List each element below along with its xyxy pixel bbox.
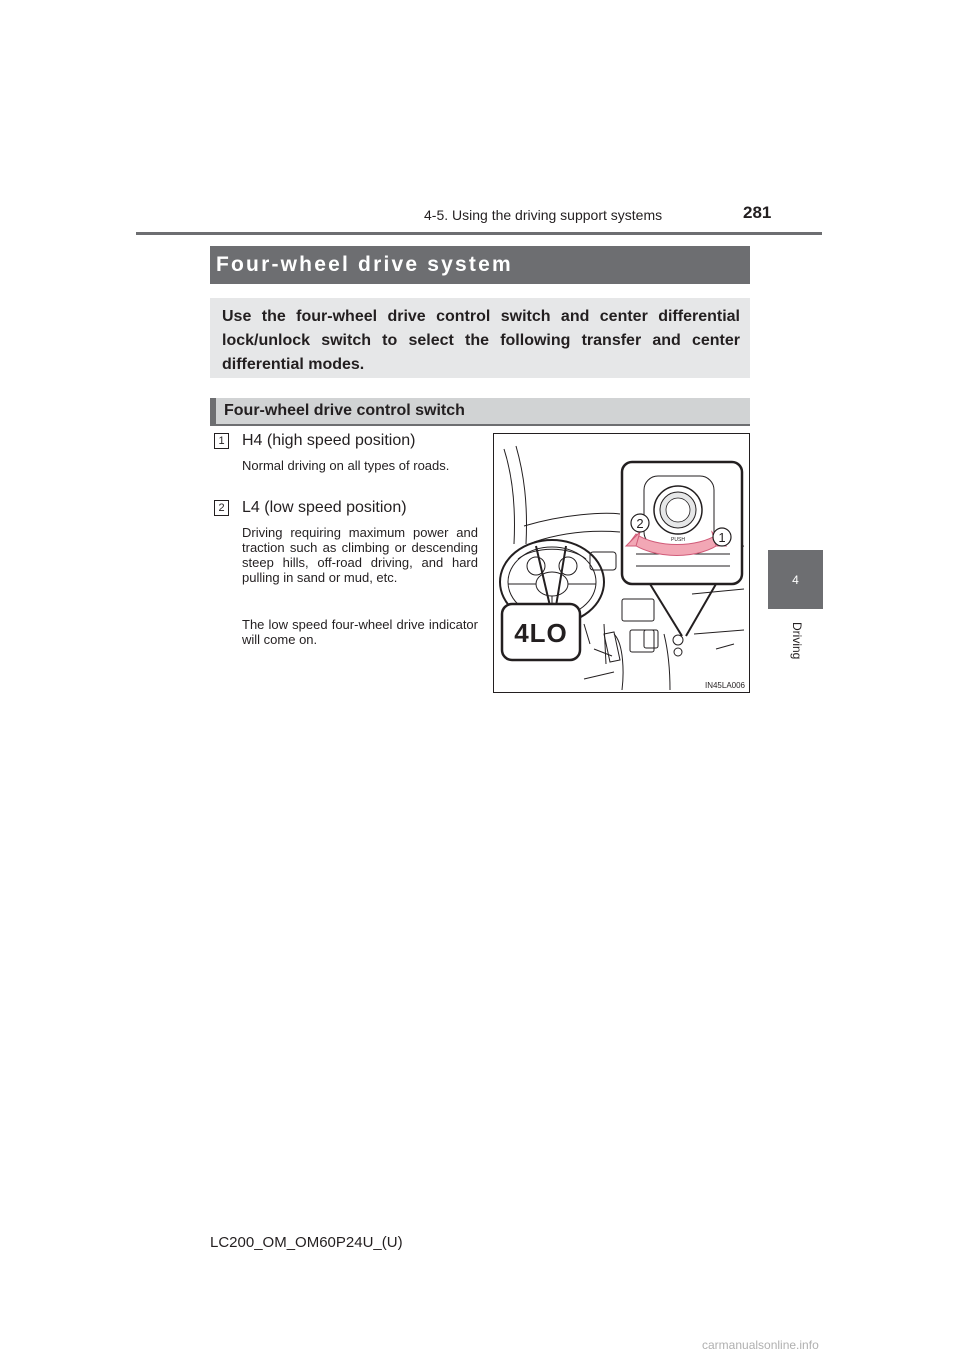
item-2-description: Driving requiring maximum power and traction such as climbing or descending steep hills, off-road driving, and hard pulling in sand or mud, etc. (242, 525, 478, 585)
header-section-title: 4-5. Using the driving support systems (424, 207, 663, 223)
header-divider (136, 232, 822, 235)
callout-1-label: 1 (718, 530, 726, 545)
intro-box (210, 298, 750, 378)
page-number: 281 (743, 203, 772, 222)
intro-text: Use the four-wheel drive control switch and center differential lock/unlock switch to select the following transfer and center differential modes. (222, 308, 740, 373)
watermark: carmanualsonline.info (702, 1338, 819, 1352)
chapter-tab (768, 550, 823, 609)
item-1-number-badge: 1 (214, 433, 229, 449)
callout-2-label: 2 (636, 516, 644, 531)
subsection-header (210, 398, 750, 426)
four-lo-indicator-label: 4LO (514, 618, 568, 648)
item-1-heading: H4 (high speed position) (242, 432, 416, 449)
dashboard-drawing (494, 434, 749, 692)
document-code: LC200_OM_OM60P24U_(U) (210, 1234, 403, 1251)
item-1-description: Normal driving on all types of roads. (242, 458, 450, 473)
chapter-label: Driving (790, 622, 804, 660)
section-title-text: Four-wheel drive system (216, 253, 513, 276)
item-2-number-badge: 2 (214, 500, 229, 516)
chapter-number: 4 (792, 572, 799, 587)
item-2-note: The low speed four-wheel drive indicator will come on. (242, 617, 478, 647)
subsection-accent-bar (210, 398, 216, 424)
section-title (210, 246, 750, 284)
subsection-title: Four-wheel drive control switch (224, 402, 465, 419)
item-2-heading: L4 (low speed position) (242, 499, 407, 516)
figure-code: IN45LA006 (704, 681, 745, 690)
dashboard-illustration (493, 433, 750, 693)
dial-push-label: PUSH (671, 537, 685, 543)
